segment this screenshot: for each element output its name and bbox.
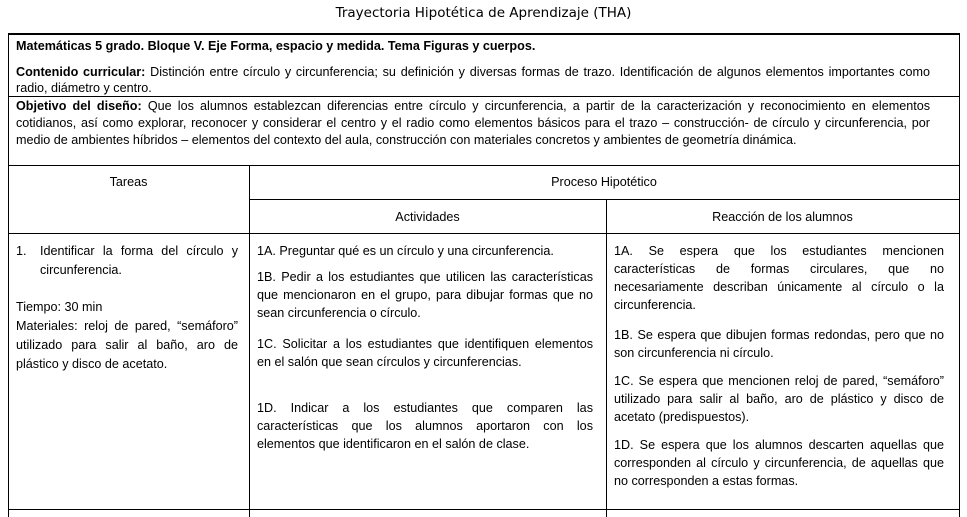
contenido-divider — [8, 96, 960, 97]
document-title: Trayectoria Hipotética de Aprendizaje (THA) — [335, 5, 632, 21]
contenido-curricular — [16, 64, 930, 96]
column-header-divider — [8, 233, 960, 234]
actividad-1b: 1B. Pedir a los estudiantes que utilicen las características que mencionaron en el grupo, para dibujar formas que no sean circunferencia o círculo. — [257, 270, 593, 320]
reaccion-1c: 1C. Se espera que mencionen reloj de pared, “semáforo” utilizado para salir al baño, aro de plástico y disco de acetato (predispuestos). — [614, 374, 944, 424]
header-actividades: Actividades — [395, 210, 460, 224]
actividades-column-border — [606, 199, 607, 517]
table-border-top — [8, 33, 960, 35]
actividad-1d: 1D. Indicar a los estudiantes que comparen las características que los alumnos aportaron con los elementos que identificaron en el salón de clase. — [257, 401, 593, 451]
actividad-1a: 1A. Preguntar qué es un círculo y una circunferencia. — [257, 244, 554, 258]
proceso-divider — [249, 199, 960, 200]
header-proceso-hipotetico: Proceso Hipotético — [551, 175, 657, 189]
task-materiales: Materiales: reloj de pared, “semáforo” utilizado para salir al baño, aro de plástico y disco de acetato. — [16, 319, 238, 371]
row-divider — [8, 509, 960, 510]
actividad-1c: 1C. Solicitar a los estudiantes que identifiquen elementos en el salón que sean círculos y circunferencias. — [257, 337, 593, 369]
table-border-left — [8, 33, 9, 517]
objetivo-diseno — [16, 98, 930, 149]
table-border-right — [959, 33, 960, 517]
subject-heading: Matemáticas 5 grado. Bloque V. Eje Forma, espacio y medida. Tema Figuras y cuerpos. — [16, 39, 536, 53]
header-reaccion: Reacción de los alumnos — [712, 210, 853, 224]
task-tiempo: Tiempo: 30 min — [16, 300, 103, 314]
contenido-label: Contenido curricular: — [16, 65, 146, 79]
header-divider — [8, 165, 960, 166]
header-tareas: Tareas — [109, 175, 148, 189]
objetivo-label: Objetivo del diseño: — [16, 99, 142, 113]
objetivo-text: Que los alumnos establezcan diferencias entre círculo y circunferencia, a partir de la caracterización y reconocimiento en elementos cotidianos, así como explorar, reconocer y considerar el centro y el radio como elementos básicos para el trazo – construcción- de círculo y circunferencia, por medio de ambientes híbridos – elementos del contexto del aula, construcción con materiales concretos y ambientes de geometría dinámica. — [16, 99, 931, 147]
contenido-text: Distinción entre círculo y circunferencia; su definición y diversas formas de trazo. Identificación de algunos elementos importantes como radio, diámetro y centro. — [16, 65, 931, 95]
reaccion-1d: 1D. Se espera que los alumnos descarten aquellas que corresponden al círculo y circunferencia, de aquellas que no corresponden a estas formas. — [614, 438, 944, 488]
reaccion-1a: 1A. Se espera que los estudiantes mencionen características de formas circulares, que no necesariamente describan únicamente al círculo o la circunferencia. — [614, 244, 944, 312]
task-number: 1. — [16, 244, 27, 258]
task-description: Identificar la forma del círculo y circunferencia. — [40, 244, 238, 277]
reaccion-1b: 1B. Se espera que dibujen formas redondas, pero que no son circunferencia ni círculo. — [614, 328, 944, 360]
